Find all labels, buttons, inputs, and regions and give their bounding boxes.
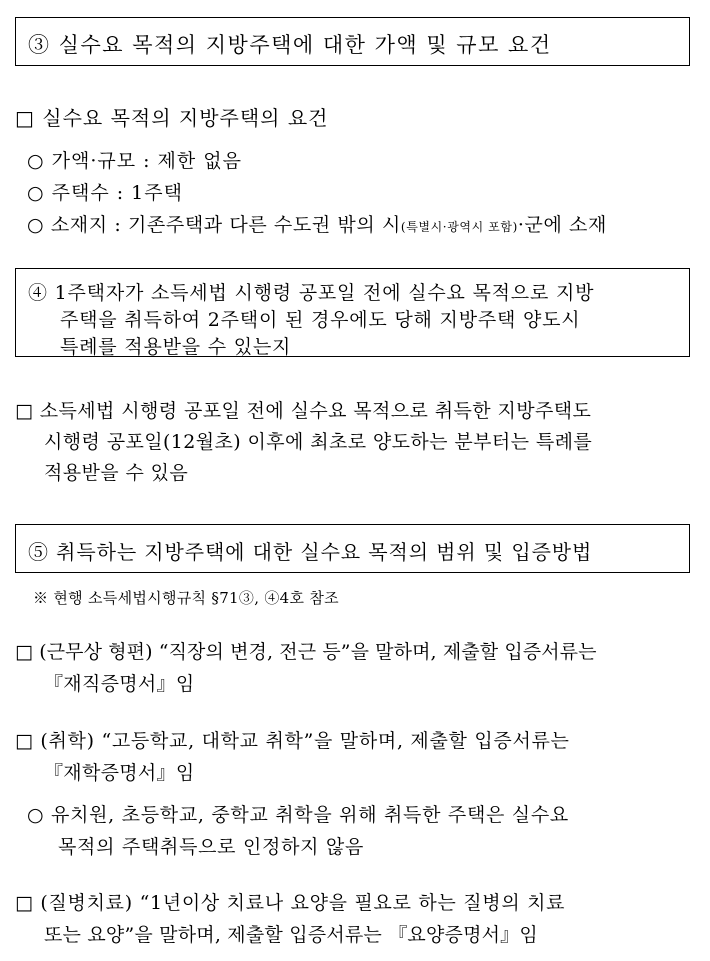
answer-4-line-3: 적용받을 수 있음 — [44, 462, 189, 484]
section-4-box — [15, 268, 690, 357]
school-sub-line-1: ○ 유치원, 초등학교, 중학교 취학을 위해 취득한 주택은 실수요 — [27, 804, 569, 826]
section-5-title: ⑤ 취득하는 지방주택에 대한 실수요 목적의 범위 및 입증방법 — [28, 540, 593, 564]
answer-4-line-2: 시행령 공포일(12월초) 이후에 최초로 양도하는 분부터는 특례를 — [44, 431, 593, 453]
illness-line-1: □ (질병치료) “1년이상 치료나 요양을 필요로 하는 질병의 치료 — [15, 892, 566, 914]
school-sub-line-2: 목적의 주택취득으로 인정하지 않음 — [58, 836, 365, 858]
answer-4-line-1: □ 소득세법 시행령 공포일 전에 실수요 목적으로 취득한 지방주택도 — [15, 400, 592, 422]
requirement-location-end: ·군에 소재 — [517, 214, 607, 236]
school-line-2: 『재학증명서』임 — [44, 762, 195, 784]
requirement-price-size: ○ 가액·규모 : 제한 없음 — [27, 150, 243, 172]
requirements-heading: □ 실수요 목적의 지방주택의 요건 — [15, 106, 329, 130]
requirement-location-note: (특별시·광역시 포함) — [400, 220, 518, 234]
section-4-line-2: 주택을 취득하여 2주택이 된 경우에도 당해 지방주택 양도시 — [60, 309, 581, 331]
requirement-location-main: ○ 소재지 : 기존주택과 다른 수도권 밖의 시 — [27, 214, 401, 236]
section-5-box — [15, 524, 690, 573]
section-4-line-1: ④ 1주택자가 소득세법 시행령 공포일 전에 실수요 목적으로 지방 — [28, 282, 595, 304]
requirement-house-count: ○ 주택수 : 1주택 — [27, 182, 183, 204]
section-3-box — [15, 17, 690, 66]
section-4-line-3: 특례를 적용받을 수 있는지 — [60, 336, 292, 358]
requirement-location — [27, 210, 607, 237]
work-line-2: 『재직증명서』임 — [44, 673, 195, 695]
section-3-title: ③ 실수요 목적의 지방주택에 대한 가액 및 규모 요건 — [28, 33, 552, 57]
school-line-1: □ (취학) “고등학교, 대학교 취학”을 말하며, 제출할 입증서류는 — [15, 730, 570, 752]
work-line-1: □ (근무상 형편) “직장의 변경, 전근 등”을 말하며, 제출할 입증서류는 — [15, 641, 597, 663]
illness-line-2: 또는 요양”을 말하며, 제출할 입증서류는 『요양증명서』임 — [44, 924, 538, 946]
section-5-reference-note: ※ 현행 소득세법시행규칙 §71③, ④4호 참조 — [33, 589, 339, 607]
